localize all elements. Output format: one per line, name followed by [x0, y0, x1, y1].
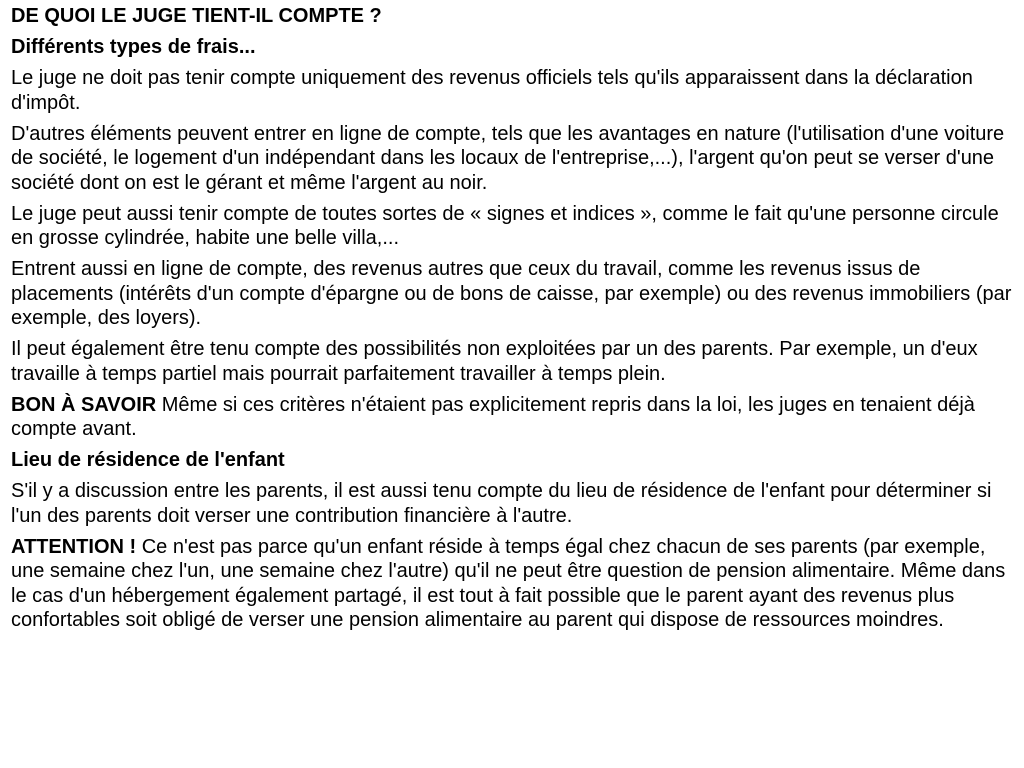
- warning-attention: [11, 535, 1016, 633]
- paragraph-other-income: Entrent aussi en ligne de compte, des revenus autres que ceux du travail, comme les revenus issus de placements (intérêts d'un compte d'épargne ou de bons de caisse, par exemple) ou des revenus immobiliers (par exemple, des loyers).: [11, 258, 1012, 329]
- paragraph-unexploited-possibilities: Il peut également être tenu compte des possibilités non exploitées par un des parents. Par exemple, un d'eux travaille à temps partiel mais pourrait parfaitement travailler à temps plein.: [11, 338, 978, 385]
- section-heading-fees: Différents types de frais...: [11, 36, 256, 58]
- section-heading-residence: Lieu de résidence de l'enfant: [11, 449, 285, 471]
- slide-body: [11, 4, 1016, 639]
- paragraph-signs-indices: Le juge peut aussi tenir compte de toutes sortes de « signes et indices », comme le fait qu'une personne circule en grosse cylindrée, habite une belle villa,...: [11, 202, 999, 249]
- note-text: Même si ces critères n'étaient pas explicitement repris dans la loi, les juges en tenaient déjà compte avant.: [11, 393, 975, 440]
- warning-text: Ce n'est pas parce qu'un enfant réside à temps égal chez chacun de ses parents (par exemple, une semaine chez l'un, une semaine chez l'autre) qu'il ne peut être question de pension alimentaire. Même dans le cas d'un hébergement également partagé, il est tout à fait possible que le parent ayant des revenus plus confortables soit obligé de verser une pension alimentaire au parent qui dispose de ressources moindres.: [11, 535, 1006, 631]
- note-label: BON À SAVOIR: [11, 393, 157, 416]
- paragraph-residence: S'il y a discussion entre les parents, il est aussi tenu compte du lieu de résidence de l'enfant pour déterminer si l'un des parents doit verser une contribution financière à l'autre.: [11, 480, 992, 527]
- paragraph-official-income: Le juge ne doit pas tenir compte uniquement des revenus officiels tels qu'ils apparaissent dans la déclaration d'impôt.: [11, 67, 973, 114]
- page-title: DE QUOI LE JUGE TIENT-IL COMPTE ?: [11, 5, 382, 27]
- warning-label: ATTENTION !: [11, 535, 137, 558]
- note-good-to-know: [11, 393, 1016, 442]
- paragraph-other-elements: D'autres éléments peuvent entrer en ligne de compte, tels que les avantages en nature (l'utilisation d'une voiture de société, le logement d'un indépendant dans les locaux de l'entreprise,...), l'argent qu'on peut se verser d'une société dont on est le gérant et même l'argent au noir.: [11, 122, 1005, 194]
